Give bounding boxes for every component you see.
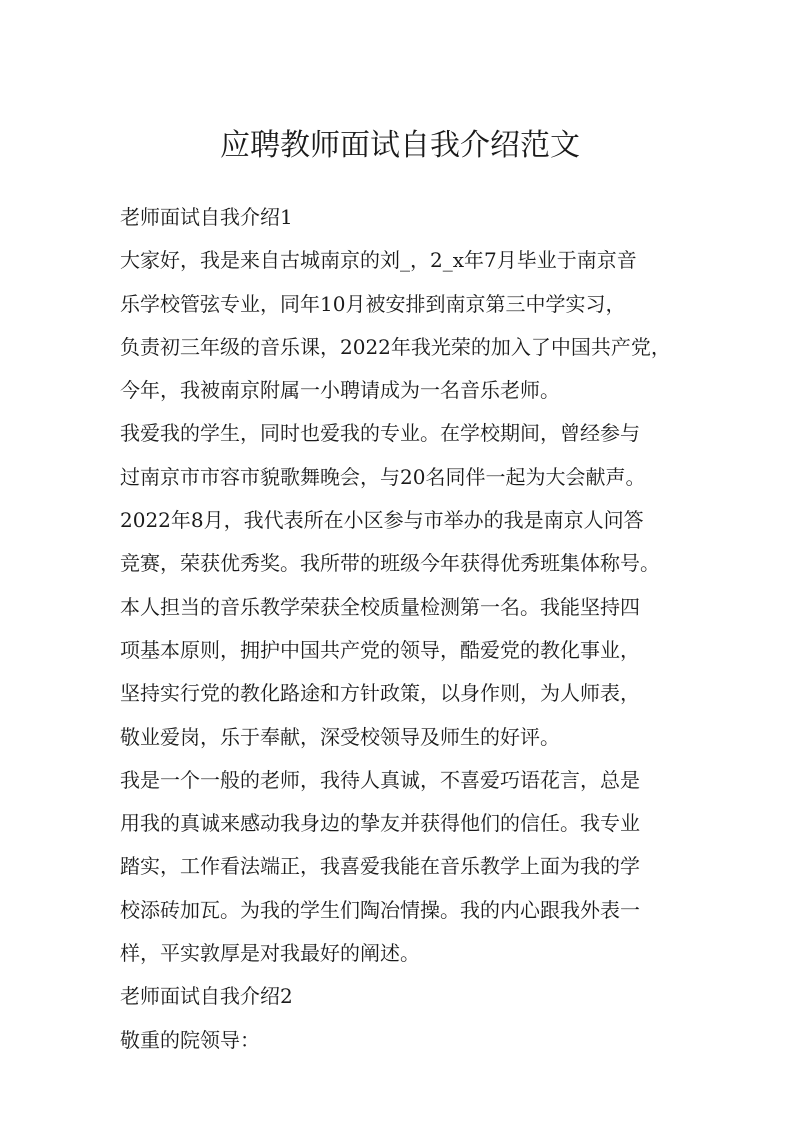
text-line: 乐学校管弦专业，同年10月被安排到南京第三中学实习， bbox=[120, 291, 626, 316]
text-line: 样，平实敦厚是对我最好的阐述。 bbox=[120, 941, 420, 966]
text-line: 坚持实行党的教化路途和方针政策，以身作则，为人师表， bbox=[120, 681, 640, 706]
text-line: 项基本原则，拥护中国共产党的领导，酷爱党的教化事业， bbox=[120, 637, 640, 662]
text-line: 过南京市市容市貌歌舞晚会，与20名同伴一起为大会献声。 bbox=[120, 464, 646, 489]
text-line: 敬业爱岗，乐于奉献，深受校领导及师生的好评。 bbox=[120, 724, 560, 749]
text-line: 我是一个一般的老师，我待人真诚，不喜爱巧语花言，总是 bbox=[120, 767, 640, 792]
text-line: 大家好，我是来自古城南京的刘_，2_x年7月毕业于南京音 bbox=[120, 248, 637, 273]
text-line: 我爱我的学生，同时也爱我的专业。在学校期间，曾经参与 bbox=[120, 421, 640, 446]
text-line: 老师面试自我介绍2 bbox=[120, 984, 293, 1009]
text-line: 本人担当的音乐教学荣获全校质量检测第一名。我能坚持四 bbox=[120, 594, 640, 619]
text-line: 负责初三年级的音乐课，2022年我光荣的加入了中国共产党， bbox=[120, 334, 671, 359]
text-line: 踏实，工作看法端正，我喜爱我能在音乐教学上面为我的学 bbox=[120, 854, 640, 879]
document-title: 应聘教师面试自我介绍范文 bbox=[220, 128, 580, 163]
text-line: 竞赛，荣获优秀奖。我所带的班级今年获得优秀班集体称号。 bbox=[120, 551, 660, 576]
text-line: 校添砖加瓦。为我的学生们陶冶情操。我的内心跟我外表一 bbox=[120, 897, 640, 922]
document-body bbox=[120, 196, 695, 1062]
text-line: 敬重的院领导： bbox=[120, 1027, 260, 1052]
text-line: 2022年8月，我代表所在小区参与市举办的我是南京人问答 bbox=[120, 508, 644, 533]
text-line: 用我的真诚来感动我身边的挚友并获得他们的信任。我专业 bbox=[120, 811, 640, 836]
text-line: 今年，我被南京附属一小聘请成为一名音乐老师。 bbox=[120, 378, 560, 403]
text-line: 老师面试自我介绍1 bbox=[120, 205, 293, 229]
